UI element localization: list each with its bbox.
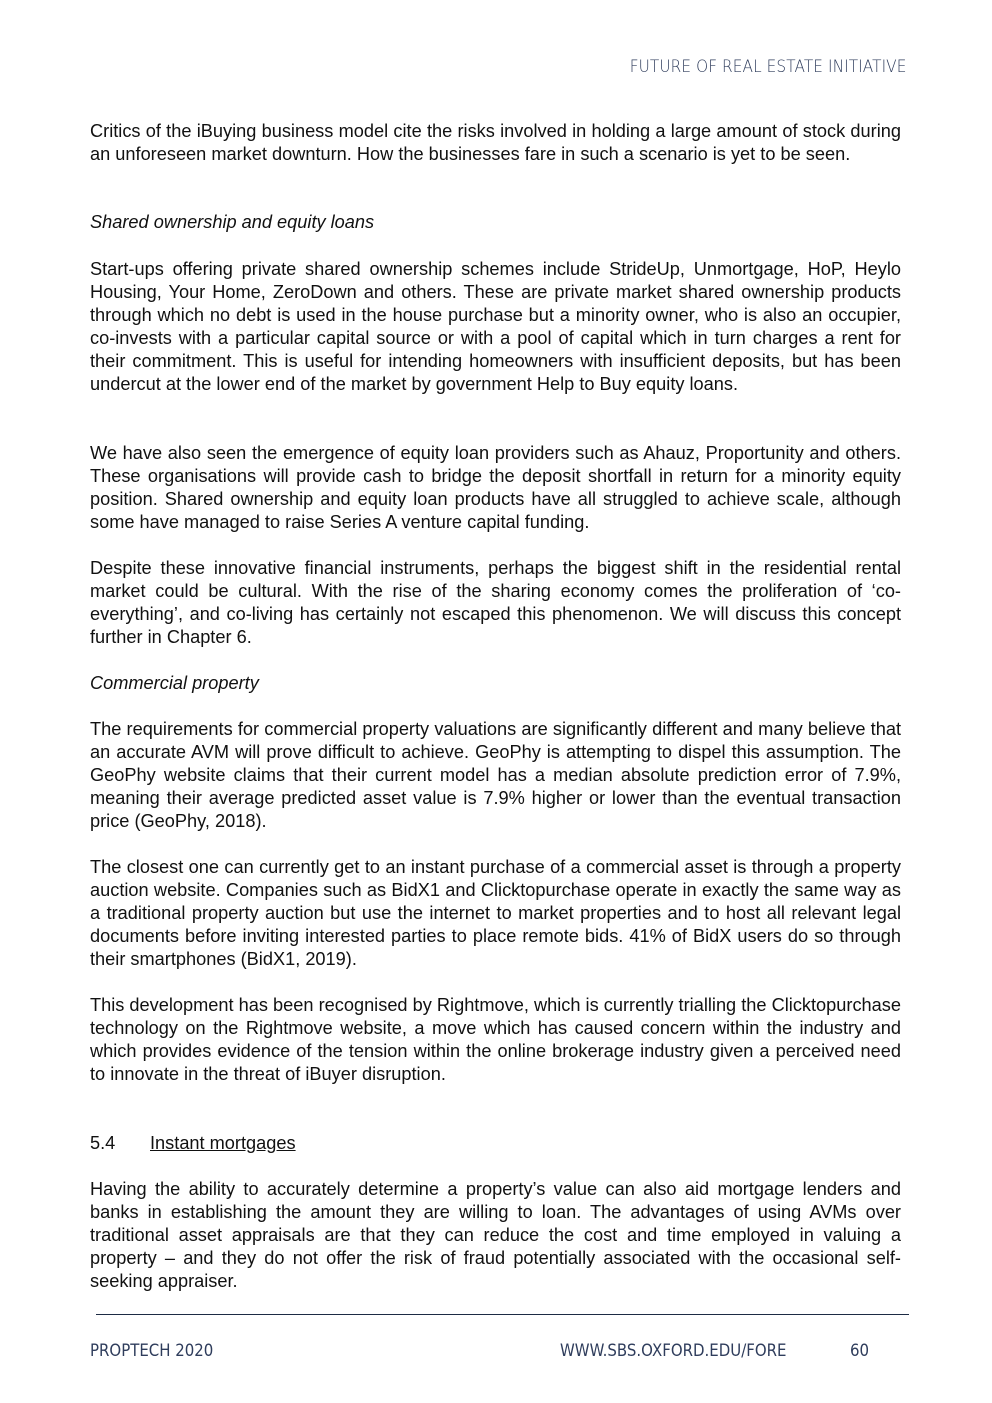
paragraph: Start-ups offering private shared ownership schemes include StrideUp, Unmortgage, HoP, Heylo Housing, Your Home, ZeroDown and others. These are private market shared ownership products through which no debt is used in the house purchase but a minority owner, who is also an occupier, co-invests with a particular capital source or with a pool of capital which in turn charges a rent for their commitment. This is useful for intending homeowners with insufficient deposits, but has been undercut at the lower end of the market by government Help to Buy equity loans. [90,259,901,394]
paragraph: Despite these innovative financial instruments, perhaps the biggest shift in the residential rental market could be cultural. With the rise of the sharing economy comes the proliferation of ‘co-everything’, and co-living has certainly not escaped this phenomenon. We will discuss this concept further in Chapter 6. [90,558,901,647]
page-number: 60 [850,1341,870,1361]
subheading: Commercial property [90,673,259,693]
footer-url: WWW.SBS.OXFORD.EDU/FORE [560,1341,787,1361]
subheading: Shared ownership and equity loans [90,212,375,232]
footer-divider [96,1314,909,1315]
paragraph: We have also seen the emergence of equity loan providers such as Ahauz, Proportunity and others. These organisations will provide cash to bridge the deposit shortfall in return for a minority equity position. Shared ownership and equity loan products have all struggled to achieve scale, although some have managed to raise Series A venture capital funding. [90,443,901,532]
paragraph: This development has been recognised by Rightmove, which is currently trialling the Clicktopurchase technology on the Rightmove website, a move which has caused concern within the industry and which provides evidence of the tension within the online brokerage industry given a perceived need to innovate in the threat of iBuyer disruption. [90,995,901,1084]
paragraph: Critics of the iBuying business model cite the risks involved in holding a large amount of stock during an unforeseen market downturn. How the businesses fare in such a scenario is yet to be seen. [90,121,901,164]
paragraph: The requirements for commercial property valuations are significantly different and many believe that an accurate AVM will prove difficult to achieve. GeoPhy is attempting to dispel this assumption. The GeoPhy website claims that their current model has a median absolute prediction error of 7.9%, meaning their average predicted asset value is 7.9% higher or lower than the eventual transaction price (GeoPhy, 2018). [90,719,901,831]
paragraph: Having the ability to accurately determine a property’s value can also aid mortgage lenders and banks in establishing the amount they are willing to loan. The advantages of using AVMs over traditional asset appraisals are that they can reduce the cost and time employed in valuing a property – and they do not offer the risk of fraud potentially associated with the occasional self-seeking appraiser. [90,1179,901,1291]
section-number: 5.4 [90,1133,116,1153]
paragraph: The closest one can currently get to an instant purchase of a commercial asset is through a property auction website. Companies such as BidX1 and Clicktopurchase operate in exactly the same way as a traditional property auction but use the internet to market properties and to host all relevant legal documents before inviting interested parties to place remote bids. 41% of BidX users do so through their smartphones (BidX1, 2019). [90,857,901,969]
section-heading [90,1132,296,1155]
footer-publication: PROPTECH 2020 [90,1341,214,1361]
running-header: FUTURE OF REAL ESTATE INITIATIVE [629,57,906,77]
section-title: Instant mortgages [150,1133,296,1153]
